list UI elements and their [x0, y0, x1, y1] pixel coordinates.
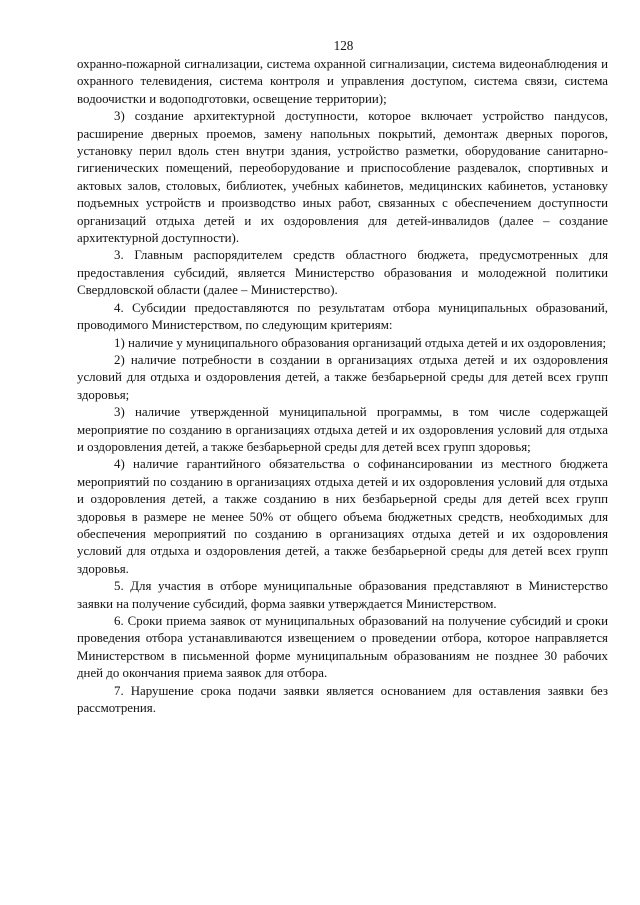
paragraph: 7. Нарушение срока подачи заявки является основанием для оставления заявки без рассмотрения. [77, 683, 608, 716]
paragraph: 3) создание архитектурной доступности, которое включает устройство пандусов, расширение дверных проемов, замену напольных покрытий, демонтаж дверных порогов, установку перил вдоль стен внутри здания, устройство разметки, оборудование санитарно-гигиенических помещений, переоборудование и приспособление раздевалок, спортивных и актовых залов, столовых, библиотек, учебных кабинетов, медицинских кабинетов, установку подъемных устройств и производство иных работ, связанных с обеспечением доступности организаций отдыха детей и их оздоровления для детей-инвалидов (далее – создание архитектурной доступности). [77, 109, 608, 246]
paragraph: 1) наличие у муниципального образования организаций отдыха детей и их оздоровления; [114, 335, 607, 350]
paragraph: 4. Субсидии предоставляются по результатам отбора муниципальных образований, проводимого Министерством, по следующим критериям: [77, 300, 608, 333]
paragraph: 4) наличие гарантийного обязательства о софинансировании из местного бюджета мероприятий по созданию в организациях отдыха детей и их оздоровления условий для отдыха и оздоровления детей, а также созданию в них безбарьерной среды для детей всех групп здоровья в размере не менее 50% от общего объема бюджетных средств, необходимых для обеспечения мероприятий по созданию в организациях отдыха детей и их оздоровления условий для отдыха и оздоровления детей, а также безбарьерной среды для детей всех групп здоровья. [77, 457, 608, 576]
page-number: 128 [333, 38, 354, 53]
document-body [77, 56, 608, 717]
paragraph: 3. Главным распорядителем средств областного бюджета, предусмотренных для предоставления субсидий, является Министерство образования и молодежной политики Свердловской области (далее – Министерство). [77, 248, 608, 298]
paragraph: 2) наличие потребности в создании в организациях отдыха детей и их оздоровления условий для отдыха и оздоровления детей, а также безбарьерной среды для детей всех групп здоровья; [77, 352, 608, 402]
paragraph: охранно-пожарной сигнализации, система охранной сигнализации, система видеонаблюдения и охранного телевидения, система контроля и управления доступом, система связи, система водоочистки и водоподготовки, освещение территории); [77, 57, 608, 106]
paragraph: 3) наличие утвержденной муниципальной программы, в том числе содержащей мероприятие по созданию в организациях отдыха детей и их оздоровления условий для отдыха и оздоровления детей, а также безбарьерной среды для детей всех групп здоровья; [77, 405, 608, 454]
paragraph: 6. Сроки приема заявок от муниципальных образований на получение субсидий и сроки проведения отбора устанавливаются извещением о проведении отбора, которое направляется Министерством в письменной форме муниципальным образованиям не позднее 30 рабочих дней до окончания приема заявок для отбора. [77, 614, 608, 681]
paragraph: 5. Для участия в отборе муниципальные образования представляют в Министерство заявки на получение субсидий, форма заявки утверждается Министерством. [77, 579, 608, 611]
